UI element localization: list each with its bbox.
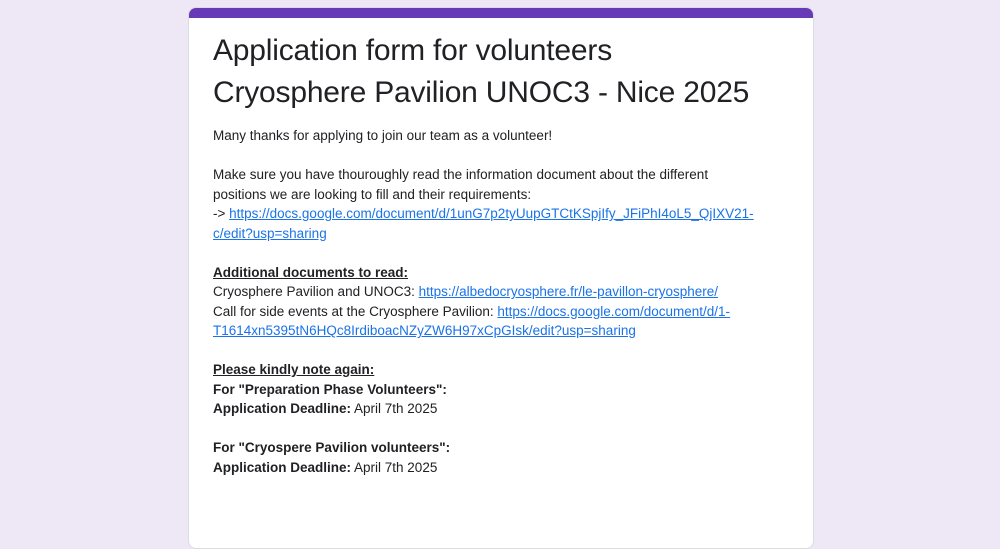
side-events-line-2	[213, 321, 789, 341]
side-events-line	[213, 302, 789, 322]
prep-volunteers-heading: For "Preparation Phase Volunteers":	[213, 381, 447, 397]
info-link-line	[213, 204, 789, 224]
pavilion-volunteers-heading: For "Cryospere Pavilion volunteers":	[213, 440, 451, 455]
prep-deadline-label: Application Deadline:	[213, 401, 352, 416]
info-text-line-1: Make sure you have thouroughly read the information document about the different	[213, 167, 709, 182]
pavilion-deadline	[213, 458, 789, 478]
form-title-line-2: Cryosphere Pavilion UNOC3 - Nice 2025	[213, 76, 750, 109]
side-events-label: Call for side events at the Cryosphere Pavilion:	[213, 303, 498, 319]
pavilion-deadline-value: April 7th 2025	[351, 459, 438, 475]
form-title-line-1: Application form for volunteers	[213, 34, 612, 67]
form-header-content	[213, 30, 789, 477]
additional-documents-heading: Additional documents to read:	[213, 264, 409, 280]
pavilion-line	[213, 282, 789, 302]
pavilion-deadline-label: Application Deadline:	[213, 459, 352, 475]
form-header-card	[188, 7, 814, 549]
prep-deadline-value: April 7th 2025	[351, 401, 438, 416]
info-link-line-2	[213, 224, 789, 244]
form-accent-bar	[189, 8, 813, 18]
info-text-line-2: positions we are looking to fill and their requirements:	[213, 186, 532, 202]
form-description	[213, 126, 789, 477]
pavilion-link[interactable]: https://albedocryosphere.fr/le-pavillon-cryosphere/	[418, 284, 718, 299]
pavilion-label: Cryosphere Pavilion and UNOC3:	[213, 284, 419, 299]
side-events-link-continued[interactable]: T1614xn5395tN6HQc8IrdiboacNZyZW6H97xCpGIsk/edit?usp=sharing	[213, 323, 636, 338]
form-title	[213, 30, 789, 114]
intro-text: Many thanks for applying to join our team as a volunteer!	[213, 128, 553, 143]
side-events-link[interactable]: https://docs.google.com/document/d/1-	[497, 303, 731, 319]
info-document-link[interactable]: https://docs.google.com/document/d/1unG7p2tyUupGTCtKSpjIfy_JFiPhI4oL5_QjIXV21-	[229, 206, 754, 221]
prep-deadline	[213, 399, 789, 419]
note-heading: Please kindly note again:	[213, 362, 375, 377]
info-document-link-continued[interactable]: c/edit?usp=sharing	[213, 225, 327, 241]
info-arrow: ->	[213, 206, 230, 221]
